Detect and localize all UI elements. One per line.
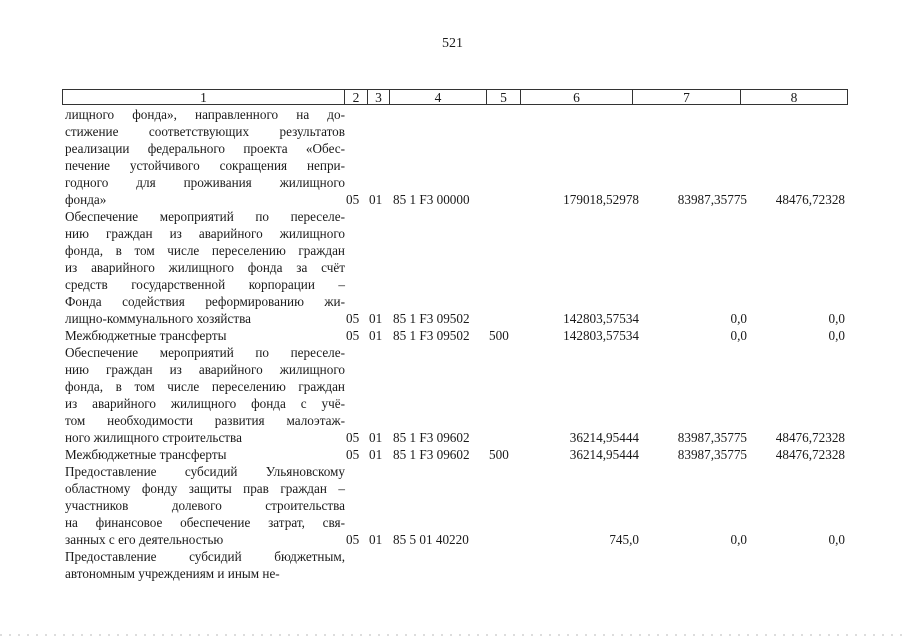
row-description (62, 446, 345, 463)
amount-col-6: 745,0 (609, 532, 639, 547)
description-line: Межбюджетные трансферты (65, 328, 227, 343)
description-line: на финансовое обеспечение затрат, свя- (65, 515, 345, 530)
description-line: участников долевого строительства (65, 498, 345, 513)
amount-col-7: 83987,35775 (677, 447, 747, 462)
description-line: фонда» (65, 192, 107, 207)
subsection-code: 01 (369, 311, 383, 326)
description-line: нию граждан из аварийного жилищного (65, 362, 345, 377)
description-line: Фонда содействия реформированию жи- (65, 294, 345, 309)
amount-col-6: 142803,57534 (563, 311, 639, 326)
description-line: средств государственной корпорации – (65, 277, 345, 292)
description-line: ного жилищного строительства (65, 430, 242, 445)
description-line: стижение соответствующих результатов (65, 124, 345, 139)
row-description (62, 106, 345, 208)
row-description (62, 463, 345, 548)
section-code: 05 (346, 192, 360, 207)
description-line: областному фонду защиты прав граждан – (65, 481, 345, 496)
description-line: Межбюджетные трансферты (65, 447, 227, 462)
description-line: автономным учреждениям и иным не- (65, 566, 280, 581)
table-row (62, 446, 848, 463)
subsection-code: 01 (369, 447, 383, 462)
description-line: лищно-коммунального хозяйства (65, 311, 251, 326)
amount-col-7: 0,0 (730, 532, 747, 547)
header-col-5: 5 (486, 90, 520, 104)
target-article-code: 85 1 F3 09502 (393, 311, 470, 326)
subsection-code: 01 (369, 430, 383, 445)
table-row (62, 344, 848, 446)
description-line: реализации федерального проекта «Обес- (65, 141, 345, 156)
header-col-3: 3 (367, 90, 389, 104)
amount-col-7: 83987,35775 (677, 192, 747, 207)
row-description (62, 208, 345, 327)
scan-noise (0, 634, 905, 636)
amount-col-7: 0,0 (730, 311, 747, 326)
header-col-8: 8 (740, 90, 847, 104)
amount-col-8: 0,0 (828, 328, 845, 343)
header-col-4: 4 (389, 90, 486, 104)
amount-col-6: 142803,57534 (563, 328, 639, 343)
target-article-code: 85 1 F3 09602 (393, 430, 470, 445)
target-article-code: 85 5 01 40220 (393, 532, 469, 547)
table-row (62, 463, 848, 548)
table-row (62, 327, 848, 344)
amount-col-8: 48476,72328 (775, 192, 845, 207)
subsection-code: 01 (369, 532, 383, 547)
description-line: Предоставление субсидий бюджетным, (65, 549, 345, 564)
table-row (62, 548, 848, 582)
header-col-1: 1 (200, 90, 207, 105)
target-article-code: 85 1 F3 00000 (393, 192, 470, 207)
target-article-code: 85 1 F3 09502 (393, 328, 470, 343)
description-line: Обеспечение мероприятий по переселе- (65, 209, 345, 224)
amount-col-6: 36214,95444 (569, 430, 639, 445)
header-col-7: 7 (632, 90, 740, 104)
description-line: из аварийного жилищного фонда с учё- (65, 396, 345, 411)
section-code: 05 (346, 328, 360, 343)
description-line: том необходимости развития малоэтаж- (65, 413, 345, 428)
section-code: 05 (346, 311, 360, 326)
row-description (62, 327, 345, 344)
page-number: 521 (442, 36, 463, 51)
description-line: занных с его деятельностью (65, 532, 224, 547)
description-line: Предоставление субсидий Ульяновскому (65, 464, 345, 479)
table-header-row (62, 89, 848, 105)
amount-col-8: 48476,72328 (775, 430, 845, 445)
section-code: 05 (346, 430, 360, 445)
amount-col-7: 0,0 (730, 328, 747, 343)
amount-col-7: 83987,35775 (677, 430, 747, 445)
table-row (62, 106, 848, 208)
description-line: Обеспечение мероприятий по переселе- (65, 345, 345, 360)
amount-col-6: 179018,52978 (563, 192, 639, 207)
description-line: лищного фонда», направленного на до- (65, 107, 345, 122)
description-line: фонда, в том числе переселению граждан (65, 379, 345, 394)
description-line: нию граждан из аварийного жилищного (65, 226, 345, 241)
subsection-code: 01 (369, 328, 383, 343)
amount-col-6: 36214,95444 (569, 447, 639, 462)
description-line: годного для проживания жилищного (65, 175, 345, 190)
description-line: из аварийного жилищного фонда за счёт (65, 260, 345, 275)
section-code: 05 (346, 447, 360, 462)
description-line: печение устойчивого сокращения непри- (65, 158, 345, 173)
expense-type-code: 500 (489, 328, 509, 343)
section-code: 05 (346, 532, 360, 547)
amount-col-8: 48476,72328 (775, 447, 845, 462)
subsection-code: 01 (369, 192, 383, 207)
budget-table-body (62, 106, 848, 582)
amount-col-8: 0,0 (828, 532, 845, 547)
header-col-6: 6 (520, 90, 632, 104)
description-line: фонда, в том числе переселению граждан (65, 243, 345, 258)
target-article-code: 85 1 F3 09602 (393, 447, 470, 462)
header-col-2: 2 (344, 90, 367, 104)
row-description (62, 344, 345, 446)
row-description (62, 548, 345, 582)
amount-col-8: 0,0 (828, 311, 845, 326)
table-row (62, 208, 848, 327)
expense-type-code: 500 (489, 447, 509, 462)
